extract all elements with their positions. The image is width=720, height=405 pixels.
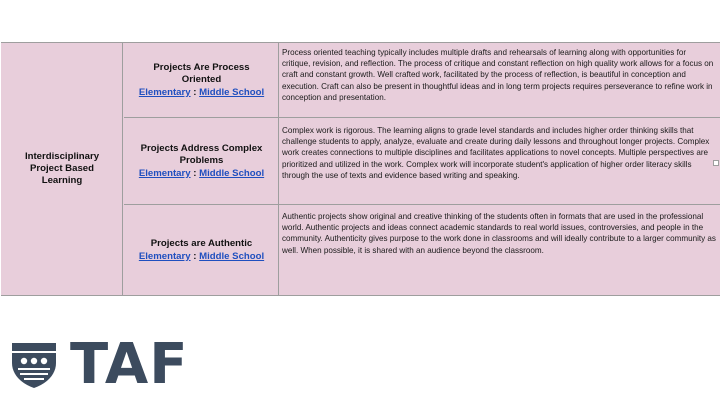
link-separator: : [193,86,197,98]
shield-crest-icon [10,341,58,389]
elementary-link[interactable]: Elementary [138,86,191,98]
criterion-description: Authentic projects show original and creative thinking of the students often in formats that are used in the professional world. Authentic projects and ideas connect academic standards to real world issues, controversies, and people in the community. Authenticity gives purpose to the work done in classrooms and will ideally contribute to a larger community as well. When possible, it is shared with an audience beyond the classroom. [282,212,716,255]
middle-school-link[interactable]: Middle School [199,167,265,179]
middle-school-link[interactable]: Middle School [199,250,265,262]
criterion-links [139,168,264,180]
criterion-description: Complex work is rigorous. The learning aligns to grade level standards and includes higher order thinking skills that challenge students to apply, analyze, evaluate and create during daily lessons and throughout longer projects. Complex work creates connections to multiple disciplines and facilitates applications to novel concepts. Multiple perspectives are prioritized and utilized in the work. Complex work will incorporate student's application of higher order literacy skills through the use of texts and evidence based writing and speaking. [282,126,710,180]
criterion-cell-complex [124,118,279,204]
criterion-description: Process oriented teaching typically includes multiple drafts and rehearsals of learning along with opportunities for critique, revision, and reflection. The process of critique and constant reflection on high quality work allows for a focus on craft and constant growth. Well crafted work, facilitated by the process of reflection, is beautiful in conception and execution. Craft can also be present in thoughtful ideas and in long term projects requires perseverance to refine work in conception and presentation. [282,48,714,102]
middle-school-link[interactable]: Middle School [199,86,265,98]
criterion-cell-process [124,43,279,117]
criterion-title: Projects Address Complex Problems [140,142,263,166]
category-label: Interdisciplinary Project Based Learning [24,151,100,186]
criterion-links [139,87,264,99]
rubric-table [1,42,720,296]
elementary-link[interactable]: Elementary [138,250,191,262]
link-separator: : [193,250,197,262]
criterion-links [139,251,264,263]
criterion-title: Projects Are Process Oriented [153,61,250,85]
criterion-cell-authentic [124,205,279,295]
link-separator: : [193,167,197,179]
elementary-link[interactable]: Elementary [138,167,191,179]
criterion-title: Projects are Authentic [150,237,253,249]
logo-wordmark: TAF [70,332,189,397]
